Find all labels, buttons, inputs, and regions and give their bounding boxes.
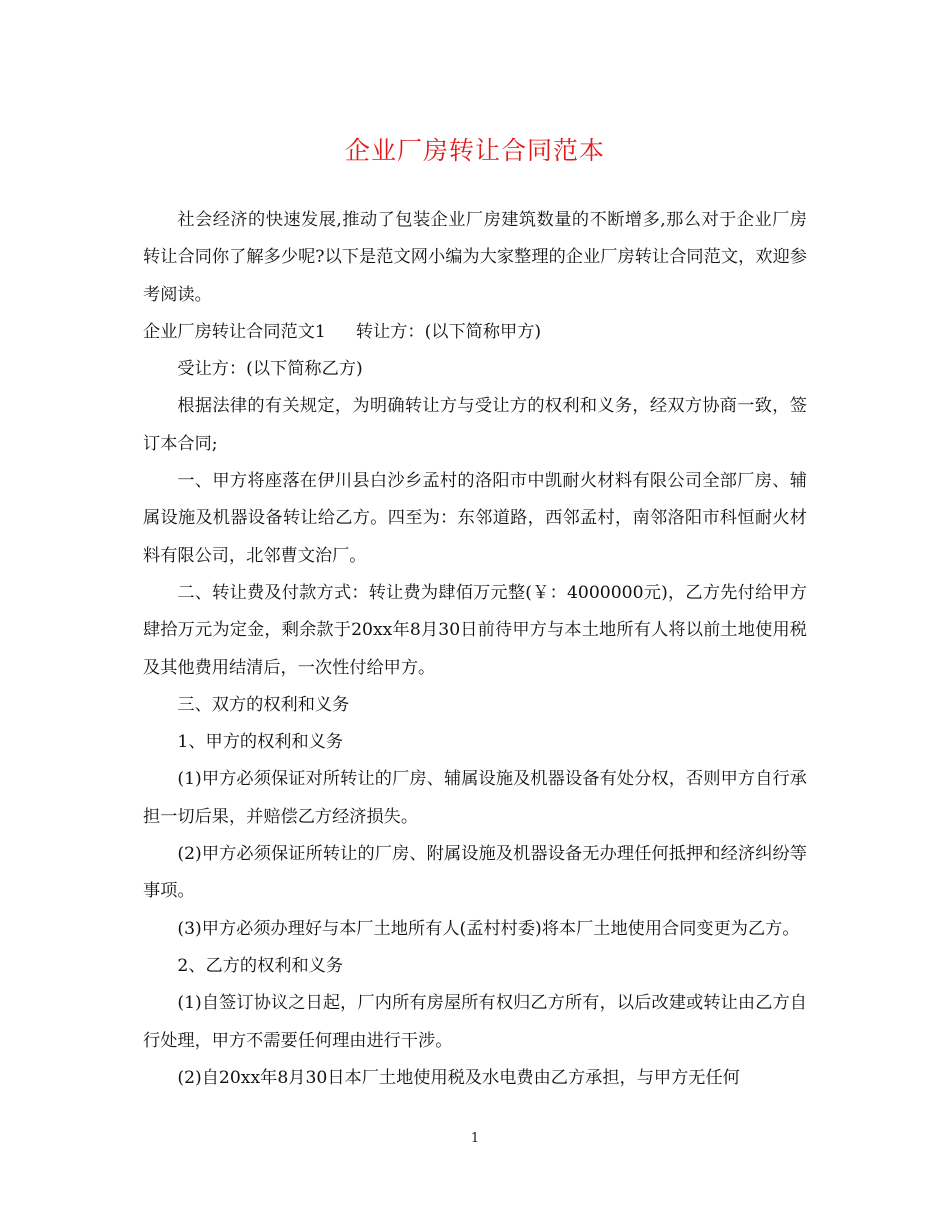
contract-heading: 企业厂房转让合同范文1 — [143, 321, 326, 342]
party-a-item-1: (1)甲方必须保证对所转让的厂房、辅属设施及机器设备有处分权，否则甲方自行承担一切后果，并赔偿乙方经济损失。 — [143, 769, 807, 827]
party-b-heading: 2、乙方的权利和义务 — [177, 955, 344, 976]
intro-paragraph: 社会经济的快速发展,推动了包装企业厂房建筑数量的不断增多,那么对于企业厂房转让合同你了解多少呢?以下是范文网小编为大家整理的企业厂房转让合同范文，欢迎参考阅读。 — [143, 210, 807, 305]
document-body — [143, 202, 807, 1097]
clause-2: 二、转让费及付款方式：转让费为肆佰万元整(￥：4000000元)，乙方先付给甲方肆拾万元为定金，剩余款于20xx年8月30日前待甲方与本土地所有人将以前土地使用税及其他费用结清后，一次性付给甲方。 — [143, 582, 807, 678]
document-title: 企业厂房转让合同范本 — [344, 136, 605, 165]
transferor-line: 转让方：(以下简称甲方) — [355, 321, 542, 342]
contract-heading-line — [143, 314, 807, 351]
transferee-line: 受让方：(以下简称乙方) — [177, 359, 363, 380]
party-b-item-2: (2)自20xx年8月30日本厂土地使用税及水电费由乙方承担，与甲方无任何 — [177, 1067, 740, 1088]
basis-paragraph: 根据法律的有关规定，为明确转让方与受让方的权利和义务，经双方协商一致，签订本合同; — [143, 396, 807, 454]
party-a-item-3: (3)甲方必须办理好与本厂土地所有人(孟村村委)将本厂土地使用合同变更为乙方。 — [177, 918, 800, 939]
page-number: 1 — [470, 1131, 480, 1146]
party-b-item-1: (1)自签订协议之日起，厂内所有房屋所有权归乙方所有，以后改建或转让由乙方自行处理，甲方不需要任何理由进行干涉。 — [143, 993, 807, 1051]
party-a-heading: 1、甲方的权利和义务 — [177, 732, 344, 753]
party-a-item-2: (2)甲方必须保证所转让的厂房、附属设施及机器设备无办理任何抵押和经济纠纷等事项。 — [143, 844, 807, 902]
clause-1: 一、甲方将座落在伊川县白沙乡孟村的洛阳市中凯耐火材料有限公司全部厂房、辅属设施及机器设备转让给乙方。四至为：东邻道路，西邻孟村，南邻洛阳市科恒耐火材料有限公司，北邻曹文治厂。 — [143, 471, 807, 566]
clause-3-heading: 三、双方的权利和义务 — [177, 694, 350, 715]
